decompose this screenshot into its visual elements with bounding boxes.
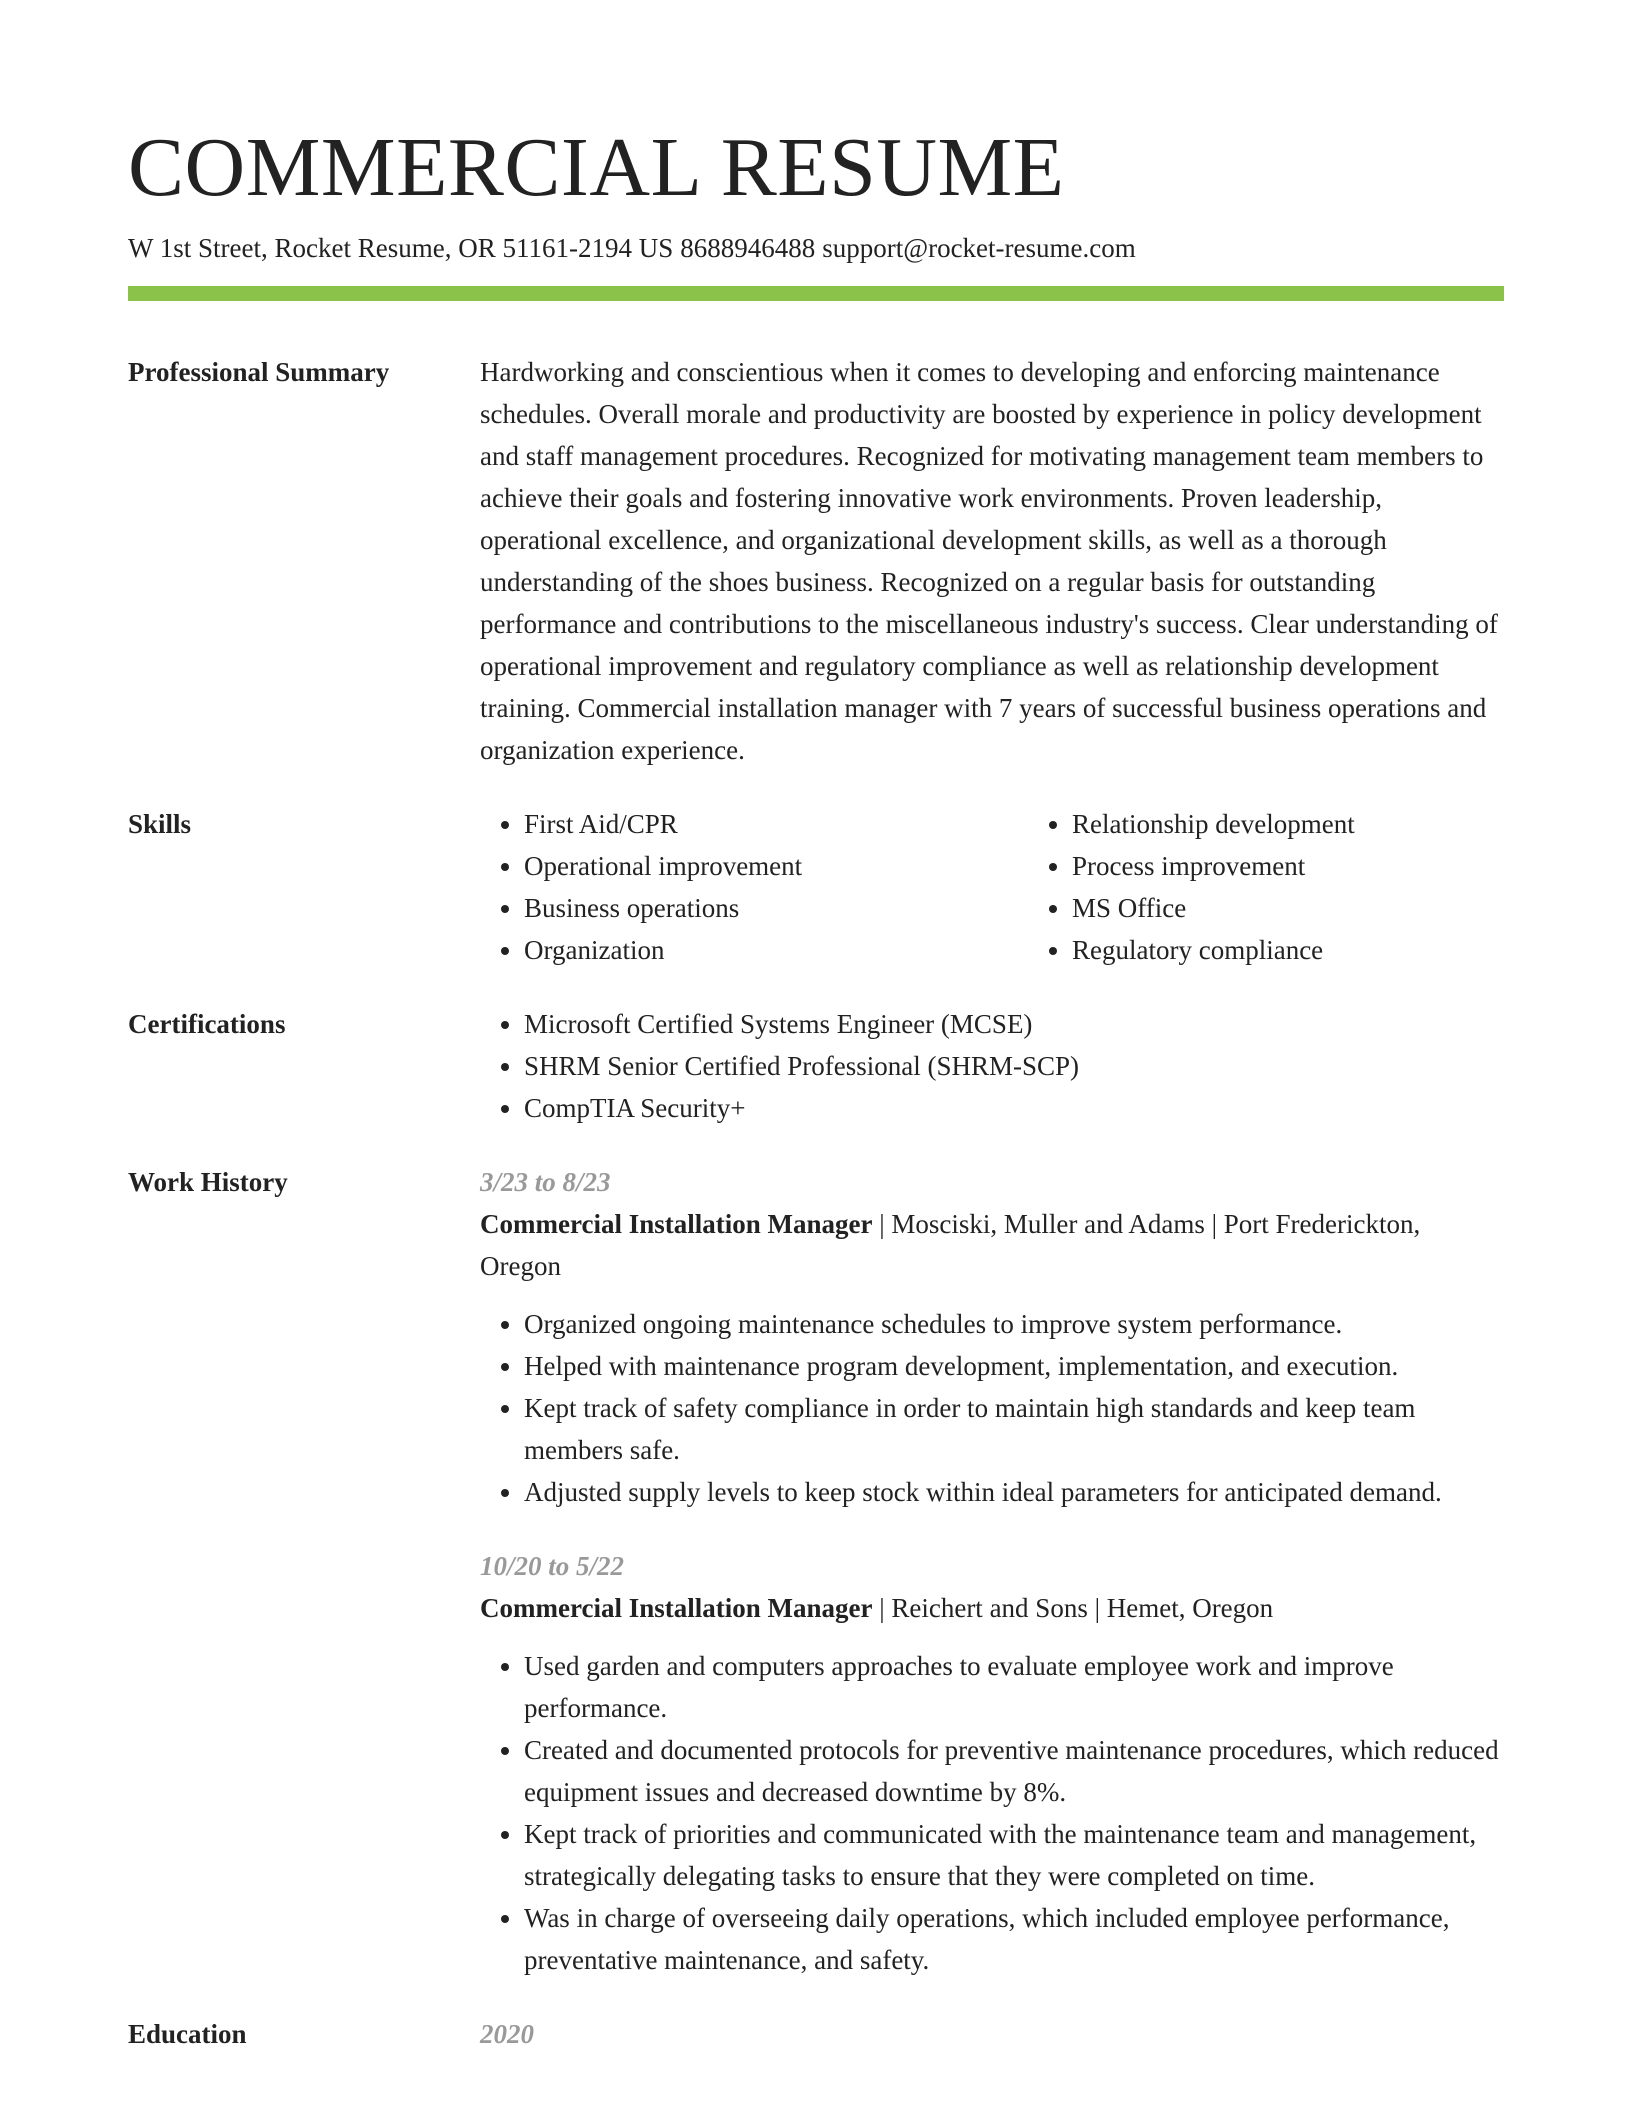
job-bullet: • Organized ongoing maintenance schedules to improve system performance.: [524, 1303, 1504, 1345]
section-heading: Certifications: [128, 1009, 286, 1039]
job-details: | Reichert and Sons | Hemet, Oregon: [879, 1593, 1274, 1623]
skill-item: • Relationship development: [1072, 803, 1355, 845]
job-bullet: • Was in charge of overseeing daily operations, which included employee performance, preventative maintenance, and safety.: [524, 1897, 1504, 1981]
job-bullets: [480, 1645, 1504, 1981]
resume-page: [128, 0, 1504, 2055]
summary-text: Hardworking and conscientious when it comes to developing and enforcing maintenance schedules. Overall morale and productivity are boosted by experience in policy development and staff management procedures. Recognized for motivating management team members to achieve their goals and fostering innovative work environments. Proven leadership, operational excellence, and organizational development skills, as well as a thorough understanding of the shoes business. Recognized on a regular basis for outstanding performance and contributions to the miscellaneous industry's success. Clear understanding of operational improvement and regulatory compliance as well as relationship development training. Commercial installation manager with 7 years of successful business operations and organization experience.: [480, 357, 1498, 765]
contact-line: [128, 230, 1504, 266]
job-bullet: • Kept track of safety compliance in order to maintain high standards and keep team members safe.: [524, 1387, 1504, 1471]
skill-item: • MS Office: [1072, 887, 1355, 929]
phone-number: 8688946488: [680, 233, 816, 263]
skill-item: • Process improvement: [1072, 845, 1355, 887]
job-details: | Mosciski, Muller and Adams | Port Frederickton, Oregon: [480, 1209, 1421, 1281]
job-bullet: • Kept track of priorities and communicated with the maintenance team and management, strategically delegating tasks to ensure that they were completed on time.: [524, 1813, 1504, 1897]
address: W 1st Street, Rocket Resume, OR 51161-2194 US: [128, 233, 674, 263]
skill-item: • First Aid/CPR: [524, 803, 1028, 845]
resume-title: COMMERCIAL RESUME: [128, 121, 1065, 214]
email-address: support@rocket-resume.com: [822, 233, 1136, 263]
job-bullet: • Helped with maintenance program development, implementation, and execution.: [524, 1345, 1504, 1387]
education-section: [128, 2013, 1504, 2055]
job-bullet: • Adjusted supply levels to keep stock within ideal parameters for anticipated demand.: [524, 1471, 1504, 1513]
skills-section: [128, 803, 1504, 971]
job-title: Commercial Installation Manager: [480, 1593, 873, 1623]
skill-item: • Operational improvement: [524, 845, 1028, 887]
skill-item: • Regulatory compliance: [1072, 929, 1355, 971]
job-heading: [480, 1203, 1504, 1287]
skills-list-left: [480, 803, 1028, 971]
section-heading: Skills: [128, 809, 192, 839]
section-heading: Work History: [128, 1167, 288, 1197]
job-bullet: • Used garden and computers approaches to evaluate employee work and improve performance.: [524, 1645, 1504, 1729]
job-dates: 3/23 to 8/23: [480, 1167, 611, 1197]
skills-list-right: [1028, 803, 1355, 971]
certification-item: • Microsoft Certified Systems Engineer (MCSE): [524, 1003, 1504, 1045]
job-bullet: • Created and documented protocols for preventive maintenance procedures, which reduced equipment issues and decreased downtime by 8%.: [524, 1729, 1504, 1813]
professional-summary-section: [128, 351, 1504, 771]
certification-item: • SHRM Senior Certified Professional (SHRM-SCP): [524, 1045, 1504, 1087]
certifications-list: [480, 1003, 1504, 1129]
job-entry: [480, 1545, 1504, 1981]
skill-item: • Organization: [524, 929, 1028, 971]
certifications-section: [128, 1003, 1504, 1129]
accent-divider: [128, 286, 1504, 301]
job-dates: 10/20 to 5/22: [480, 1551, 625, 1581]
work-history-section: [128, 1161, 1504, 1981]
job-heading: [480, 1587, 1504, 1629]
section-heading: Education: [128, 2019, 247, 2049]
job-title: Commercial Installation Manager: [480, 1209, 873, 1239]
section-heading: Professional Summary: [128, 357, 390, 387]
skill-item: • Business operations: [524, 887, 1028, 929]
job-bullets: [480, 1303, 1504, 1513]
job-entry: [480, 1161, 1504, 1513]
education-dates: 2020: [480, 2019, 534, 2049]
certification-item: • CompTIA Security+: [524, 1087, 1504, 1129]
